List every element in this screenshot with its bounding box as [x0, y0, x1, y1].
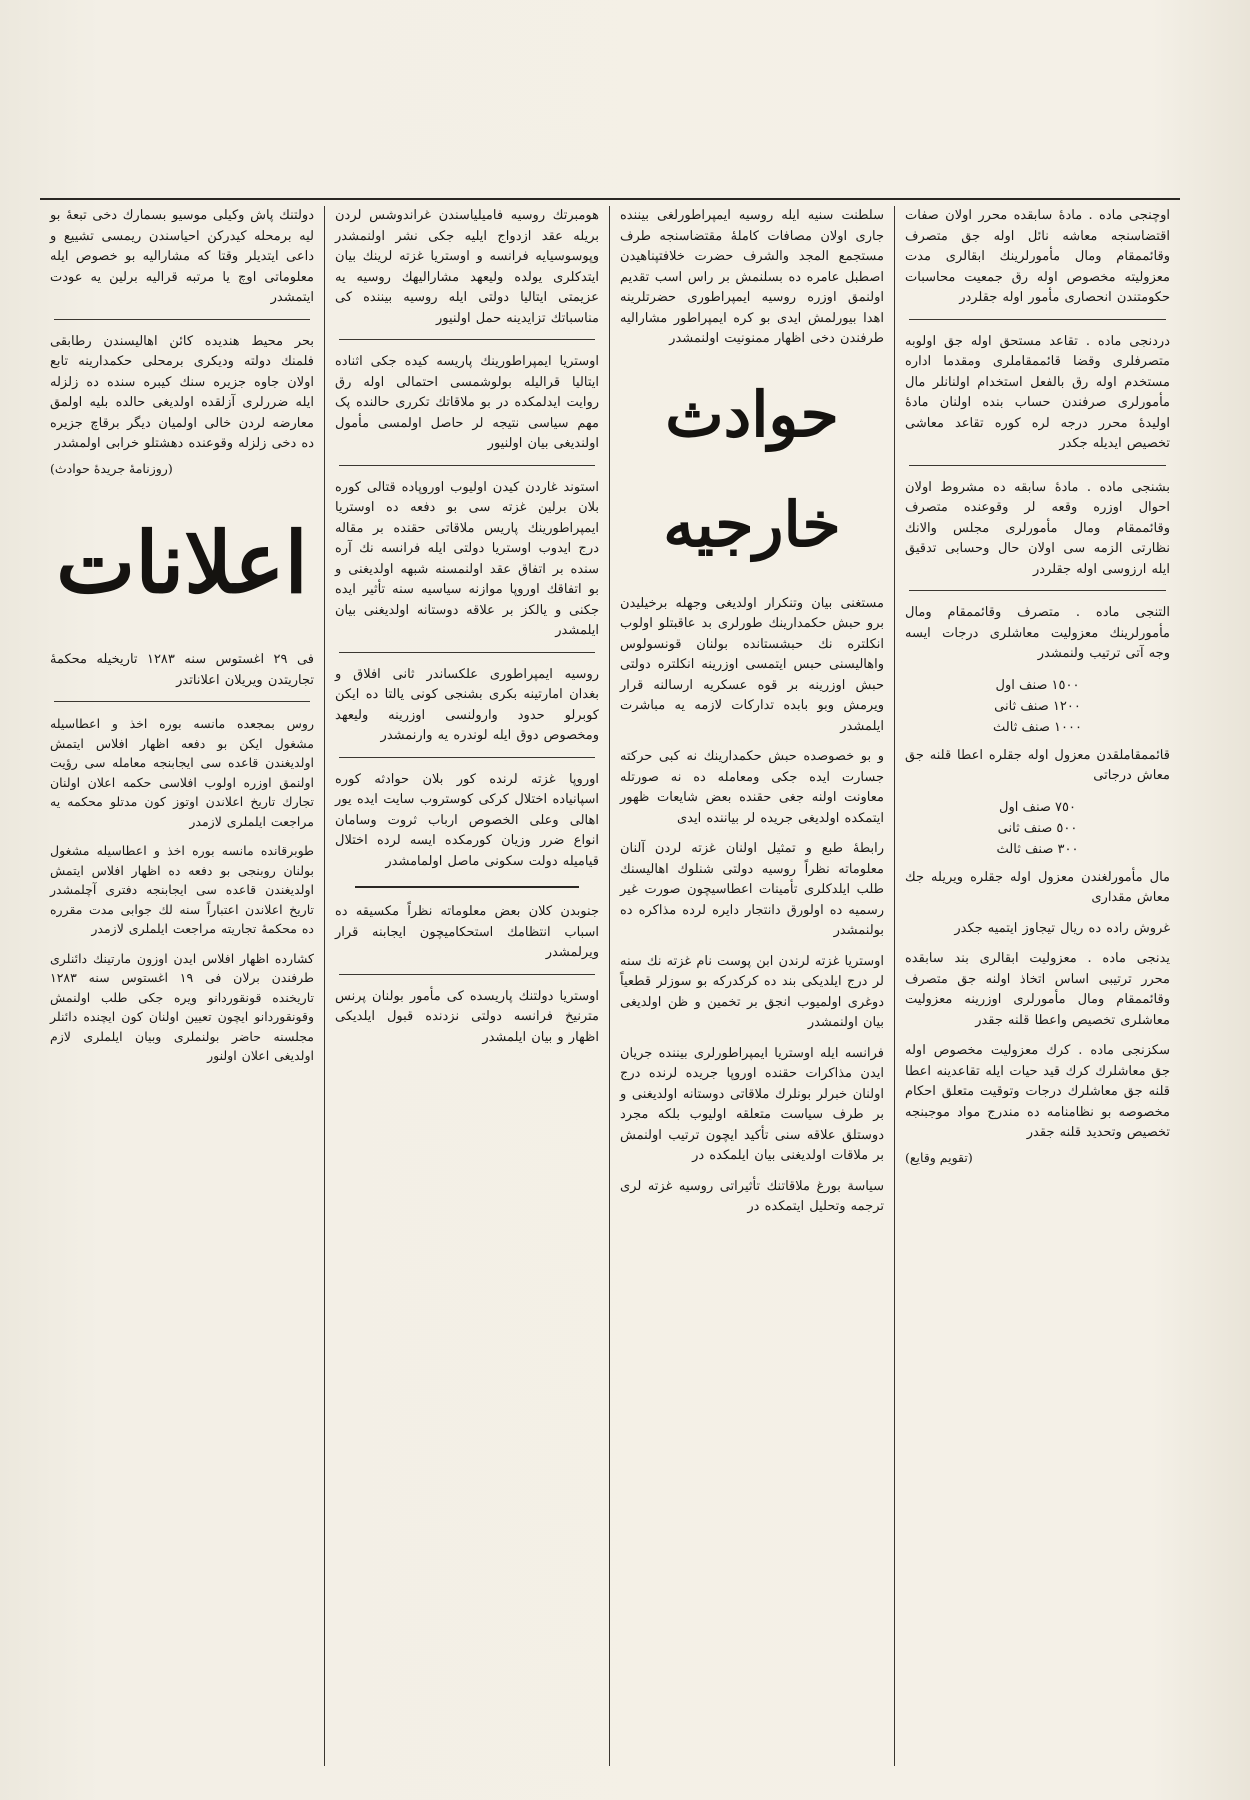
divider	[909, 465, 1166, 466]
header-strip	[40, 180, 1180, 196]
article-5: بشنجی ماده . مادهٔ سابقه ده مشروط اولان احوال اوزره وقعه لر وقوعنده متصرف وقائممقام ومال مأمورلری مجلس والانك نظارتی الزمه سی اولان حال وحسابی تدقیق ایله ارزوسی اوله جقلردر	[905, 479, 1170, 577]
article-body: جنوبدن کلان بعض معلوماته نظراً مکسیقه ده اسباب انتظامك استحکامیچون ایجابنه قرار ویرلمشدر	[335, 904, 599, 960]
divider	[339, 652, 595, 653]
double-divider	[355, 886, 579, 888]
article-body: مستغنی بیان وتنکرار اولدیغی وجهله برخیلیدن برو حبش حکمدارینك طورلری بد عاقبتلو اولوب انكلتره نك حبشستانده بولنان قونسولوس واهالیسنی حبس ایتمسی اوزرینه انکلتره دولتی حبش اوزرینه بر قوه عسکریه ارسالنه قرار ویرمش وبو بابده تدارکات لازمه یه مباشرت ایلمشدر	[620, 595, 884, 734]
column-2	[610, 206, 895, 1766]
column-1	[895, 206, 1180, 1766]
article-note: غروش راده ده ریال تیجاوز ایتمیه جکدر	[954, 920, 1170, 936]
article-body: اوستریا دولتنك پاریسده کی مأمور بولنان پرنس مترنیخ فرانسه دولتی نزدنده قبول ایلدیکی اظهار و بیان ایلمشدر	[335, 988, 599, 1045]
divider	[339, 465, 595, 466]
salary-row: ١٢٠٠ صنف ثانی	[994, 698, 1081, 714]
columns	[40, 206, 1180, 1766]
article-body: بحر محیط هندیده کائن اهالیسندن رطابقی فلمنك دولته ودیکری برمحلی حکمدارینه تابع اولان جاوه جزیره سنك کیبره سنده ده زلزله ایله ضررلری آزلقده اولدیغی حالده بلیه اولمق معارضه لردن خالی اولمیان دیگر برقاچ جزیره ده دخی زلزله وقوعنده دهشتلو خرابی اولمشدر	[50, 333, 314, 451]
announcement: کشارده اظهار افلاس ایدن اوزون مارتینك دائنلری طرفندن برلان فی ١٩ اغستوس سنه ١٢٨٣ تاریخنده قونقوردانو ویره جکی طلب اولنمش وقونقوردانو ایچون تعیین اولنان کون ایچنده دائنلر مجلسنه حاضر بولنملری وبیان ایلملری لازم اولدیغی اعلان اولنور	[50, 950, 314, 1063]
article-body: فرانسه ایله اوستریا ایمپراطورلری بیننده جریان ایدن مذاکرات حقنده اوروپا جریده لرنده درج اولنان خبرلر بونلرك ملاقاتی دوستانه اولدیغنی و بر طرف سیاست متعلقه اولیوب بلکه مجرد دوستلق علاقه سنی تأکید ایچون ترتیب اولنمش بر ملاقات اولدیغنی بیان ایلمکده در	[620, 1045, 884, 1163]
divider	[54, 319, 310, 320]
article-body: هومبرتك روسیه فامیلیاسندن غراندوشس لردن بریله عقد ازدواج ایلیه جکی نشر اولنمشدر وپوسوسیایه فرانسه و اوستریا غزته لرینك بیان ایتدکلری یولده ولیعهد مشارالیهك روسیه یه عزیمتی ایتالیا دولتی ایله روسیه بیننده کی مناسباتك تزایدینه حمل اولنیور	[335, 208, 599, 326]
article-body: اوروپا غزته لرنده کور بلان حوادثه کوره اسپانیاده اختلال کرکی کوستروب سایت ایده یور اهالی وعلی الخصوص ارباب ثروت وسامان انواع ضرر وزیان کورمکده ایسه لرده اختلال قیامیله دولت سکونی ماصل اولمامشدر	[335, 771, 599, 869]
divider	[339, 974, 595, 975]
column-3	[325, 206, 610, 1766]
article-4: دردنجی ماده . تقاعد مستحق اوله جق اولوبه متصرفلری وقضا قائممقاملری ومقدما اداره مستخدم اوله رق بالفعل استخدام اولنانلر مال مأمورلری صرفندن حساب بنده اولنان مادهٔ اولیدهٔ محرر درجه لره کوره تقاعد معاشی تخصیص ایدیله جکدر	[905, 333, 1170, 451]
salary-row: ٣٠٠ صنف ثالث	[996, 841, 1079, 857]
article-body: رابطهٔ طبع و تمثیل اولنان غزته لردن آلنان معلوماته نظراً روسیه دولتی شنلوك اهالیسنك طلب ایلدکلری تأمینات اعطاسیچون صورت غیر رسمیه ده اولورق دانتجار دایره لرده مذاکره ده بولنمشدر	[620, 841, 884, 938]
announcement-intro: فی ٢٩ اغستوس سنه ١٢٨٣ تاریخیله محکمهٔ تجاریتدن ویریلان اعلاناتدر	[50, 652, 314, 688]
divider	[54, 701, 310, 702]
header-rule	[40, 198, 1180, 200]
salary-heading: قائممقاملقدن معزول اوله جقلره اعطا قلنه جق معاش درجاتی	[905, 747, 1170, 783]
salary-row: ٥٠٠ صنف ثانی	[997, 820, 1078, 836]
article-body: استوند غاردن کیدن اولیوب اوروپاده قتالی کوره بلان برلین غزته سی بو دفعه ده اوستریا ایمپراطورینك پاریس ملاقاتی حقنده بر مقاله درج ایدوب اوستریا دولتی ایله فرانسه نك آره سنده بر اتفاق عقد اولنمسنه شبهه اولدیغنی و بو اتفاقك اوروپا موازنه سیاسیه سنه تأثیر ایده جکنی و یالکز بر علاقه دوستانه اولدیغنی بیان ایلمشدر	[335, 479, 599, 638]
section-title-havadis-hariciye: حوادث خارجیه	[663, 377, 841, 561]
salary-row: ٧٥٠ صنف اول	[999, 799, 1076, 815]
article-body: روسیه ایمپراطوری علکساندر ثانی افلاق و بغدان امارتینه بکری بشنجی کونی یالتا ده ایکن کوبرلو حدود وارولنسی اوزرینه ولیعهد ومخصوص دوق ایله لوندره یه وارنمشدر	[335, 666, 599, 743]
article-body: اوستریا غزته لرندن ابن پوست نام غزته نك سنه لر درج ایلدیکی بند ده کرکدرکه بو سوزلر قطعیاً دوغری اولمیوب انجق بر تخمین و ظن اولدیغی بیان اولنمشدر	[620, 953, 884, 1030]
salary-row: ١٠٠٠ صنف ثالث	[993, 719, 1082, 735]
divider	[909, 319, 1166, 320]
article-6: التنجی ماده . متصرف وقائممقام ومال مأمورلرینك معزولیت معاشلری درجات ایسه وجه آتی ترتیب ولنمشدر	[905, 605, 1170, 661]
divider	[339, 339, 595, 340]
article-lead: سلطنت سنیه ایله روسیه ایمپراطورلغی بیننده جاری اولان مصافات کاملهٔ مقتضاسنجه طرف مستجمع المجد والشرف حضرت خلافتپناهیدن اصطبل عامره ده بسلنمش بر راس اسب تقدیم اولنمق اوزره روسیه ایمپراطوری حضرتلرینه اهدا بیورلمش ایدی بو کره ایمپراطور مشارالیه طرفندن دخی اظهار ممنونیت اولنمشدر	[620, 208, 884, 346]
article-body: اوستریا ایمپراطورینك پاریسه کیده جکی اثناده ایتالیا قرالیله بولوشمسی احتمالی اوله رق روایت ایدلمکده در بو ملاقاتك تکرری حالنده پک مهم سیاسی نتیجه لر حاصل اولمسی مأمول اولندیغی بیان اولنیور	[335, 354, 599, 451]
source-credit: (روزنامهٔ جریدهٔ حوادث)	[50, 460, 173, 476]
article-body: و بو خصوصده حبش حکمدارینك نه کبی حرکته جسارت ایده جکی ومعامله ده نه صورتله معاونت اولنه جغی حقنده بعض شایعات ظهور ایتمکده اولدیغی جریده لر بیاننده ایدی	[620, 749, 884, 826]
column-4	[40, 206, 325, 1766]
salary-row: ١٥٠٠ صنف اول	[995, 677, 1080, 693]
article-body: دولتنك پاش وکیلی موسیو بسمارك دخی تبعهٔ بو لیه برمحله کیدرکن احیاسندن ریمسی تشییع و داعی ایتدیلر وقتا که مشارالیه بو خصوص ایله معلوماتی اوچ یا مرتبه قرالیه برلین یه عودت ایتمشدر	[50, 208, 314, 305]
section-title-ilanat: اعلانات	[56, 513, 308, 612]
salary-heading: مال مأمورلغندن معزول اوله جقلره ویریله جك معاش مقداری	[905, 869, 1170, 905]
source-credit: (تقویم وقایع)	[905, 1149, 973, 1165]
announcement: روس بمجعده مانسه بوره اخذ و اعطاسیله مشغول ایکن بو دفعه اظهار افلاس ایتمش اولدیغندن قاعده سی ایجابنجه معامله سی رؤیت اولنمق اوزره اولوب افلاسی حکمه اعلان اولنان تجارك تاریخ اعلاندن اوتوز کون مدتلو محکمه یه مراجعت ایلملری لازمدر	[50, 716, 314, 829]
article-3: اوچنجی ماده . مادهٔ سابقده محرر اولان صفات اقتضاسنجه معاشه نائل اوله جق متصرف وقائممقام ومال مأمورلرینك ابقالری مدت معزولیته مخصوص اوله رق جمعیت محاسبات حکومتندن انحصاری مأمور اوله جقلردر	[905, 208, 1170, 305]
article-8: سکزنجی ماده . کرك معزولیت مخصوص اوله جق معاشلرك کرك قید حیات ایله تقاعدینه اعطا قلنه جق معاشلرك درجات وتوقیت متعلق احکام مخصوصه بو نظامنامه ده مندرج مواد موجبنجه تخصیص وتحدید قلنه جقدر	[905, 1043, 1170, 1140]
divider	[909, 590, 1166, 591]
divider	[339, 757, 595, 758]
article-body: سیاسة بورغ ملاقاتنك تأثیراتی روسیه غزته لری ترجمه وتحلیل ایتمکده در	[620, 1178, 884, 1214]
announcement: طوبرقانده مانسه بوره اخذ و اعطاسیله مشغول بولنان روبنجی بو دفعه ده اظهار افلاس ایتمش اولدیغندن قاعده سی ایجابنجه دفتری آچلمشدر تاریخ اعلاندن اعتباراً سنه لك جوابی مدت مقرره ده محکمهٔ تجاریته مراجعت ایلملری لازمدر	[50, 843, 314, 936]
article-7: یدنجی ماده . معزولیت ابقالری بند سابقده محرر ترتیبی اساس اتخاذ اولنه جق متصرف وقائممقام ومال مأمورلری اوزرینه معزولیت معاشلری تخصیص واعطا قلنه جقدر	[905, 951, 1170, 1028]
